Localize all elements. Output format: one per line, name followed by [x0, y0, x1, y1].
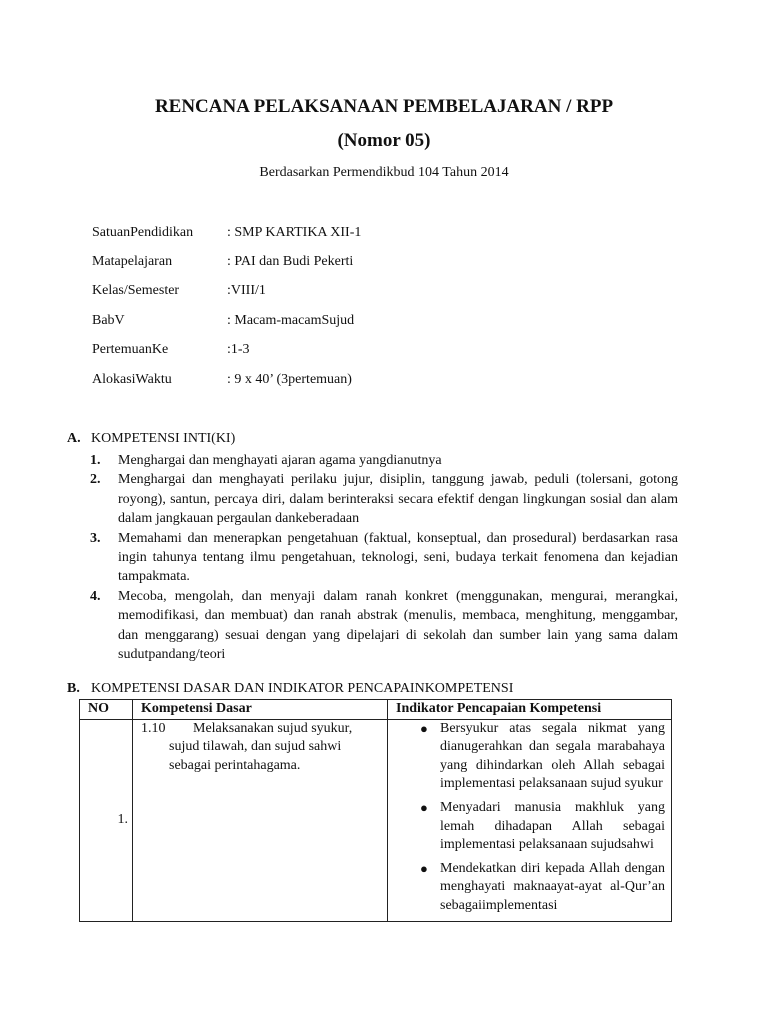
identity-value: : 9 x 40’ (3pertemuan) — [227, 372, 352, 387]
identity-value: : Macam-macamSujud — [227, 313, 355, 328]
item-number: 3. — [90, 530, 101, 546]
identity-label: Kelas/Semester — [92, 283, 180, 298]
identity-value: :1-3 — [227, 342, 250, 357]
kompetensi-inti-list — [90, 451, 678, 664]
section-letter: B. — [67, 681, 80, 696]
bullet-dot-icon: ● — [420, 799, 428, 815]
list-item — [90, 451, 678, 470]
indikator-cell — [388, 719, 672, 921]
indicator-list — [392, 720, 667, 916]
identity-value: : SMP KARTIKA XII-1 — [227, 225, 362, 240]
indicator-text: Mendekatkan diri kepada Allah dengan menghayati maknaayat-ayat al-Qur’an sebagaiimplementasi — [440, 860, 665, 913]
section-title: KOMPETENSI INTI(KI) — [91, 431, 236, 446]
list-item — [90, 470, 678, 528]
indicator-text: Menyadari manusia makhluk yang lemah dihadapan Allah sebagai implementasi pelaksanaan sujudsahwi — [440, 799, 665, 853]
bullet-dot-icon: ● — [420, 860, 428, 876]
bullet-dot-icon: ● — [420, 720, 428, 736]
row-number: 1. — [80, 719, 133, 921]
identity-label: SatuanPendidikan — [92, 225, 194, 240]
list-item — [90, 587, 678, 665]
header-kompetensi-dasar: Kompetensi Dasar — [133, 700, 388, 720]
header-indikator: Indikator Pencapaian Kompetensi — [388, 700, 672, 720]
kompetensi-dasar-cell — [133, 719, 388, 921]
document-title: RENCANA PELAKSANAAN PEMBELAJARAN / RPP — [154, 96, 614, 117]
section-b-heading — [67, 681, 513, 697]
indicator-text: Bersyukur atas segala nikmat yang dianugerahkan dan segala marabahaya yang dihindarkan oleh Allah sebagai implementasi pelaksanaan sujud syukur — [440, 720, 665, 792]
item-text: Memahami dan menerapkan pengetahuan (faktual, konseptual, dan prosedural) berdasarkan rasa ingin tahunya tentang ilmu pengetahuan, teknologi, seni, budaya terkait fenomena dan kejadian tampakmata. — [118, 530, 678, 585]
table-row — [80, 719, 672, 921]
document-basis: Berdasarkan Permendikbud 104 Tahun 2014 — [259, 165, 509, 180]
kd-code: 1.10 — [141, 720, 166, 736]
identity-label: AlokasiWaktu — [92, 372, 172, 387]
list-item — [90, 529, 678, 587]
table-header-row — [80, 700, 672, 720]
item-text: Menghargai dan menghayati perilaku jujur, disiplin, tanggung jawab, peduli (tolersani, gotong royong), santun, percaya diri, dalam berinteraksi secara efektif dengan lingkungan sosial dan alam dalam jangkauan pergaulan dankeberadaan — [118, 472, 678, 527]
list-item — [392, 860, 667, 916]
section-title: KOMPETENSI DASAR DAN INDIKATOR PENCAPAINKOMPETENSI — [91, 681, 514, 696]
kd-rest-text: sujud tilawah, dan sujud sahwi sebagai perintahagama. — [169, 739, 342, 773]
document-number: (Nomor 05) — [337, 130, 431, 151]
list-item — [392, 720, 667, 794]
identity-value: :VIII/1 — [227, 283, 266, 298]
list-item — [392, 799, 667, 855]
item-number: 1. — [90, 453, 101, 468]
section-letter: A. — [67, 431, 81, 446]
identity-label: Matapelajaran — [92, 254, 173, 269]
identity-label: PertemuanKe — [92, 342, 169, 357]
item-number: 2. — [90, 472, 101, 488]
kd-first-line — [141, 720, 383, 739]
identity-value: : PAI dan Budi Pekerti — [227, 254, 354, 269]
section-a-heading — [67, 431, 235, 447]
identity-label: BabV — [92, 313, 125, 328]
kompetensi-dasar-table — [79, 699, 672, 922]
kd-first-text: Melaksanakan sujud syukur, — [193, 720, 353, 736]
item-number: 4. — [90, 588, 101, 604]
item-text: Menghargai dan menghayati ajaran agama yangdianutnya — [118, 453, 442, 468]
header-no: NO — [80, 700, 133, 720]
item-text: Mecoba, mengolah, dan menyaji dalam ranah konkret (menggunakan, mengurai, merangkai, memodifikasi, dan membuat) dan ranah abstrak (menulis, membaca, menghitung, menggambar, dan menggarang) sesuai dengan yang dipelajari di sekolah dan sumber lain yang sama dalam sudutpandang/teori — [118, 588, 678, 663]
